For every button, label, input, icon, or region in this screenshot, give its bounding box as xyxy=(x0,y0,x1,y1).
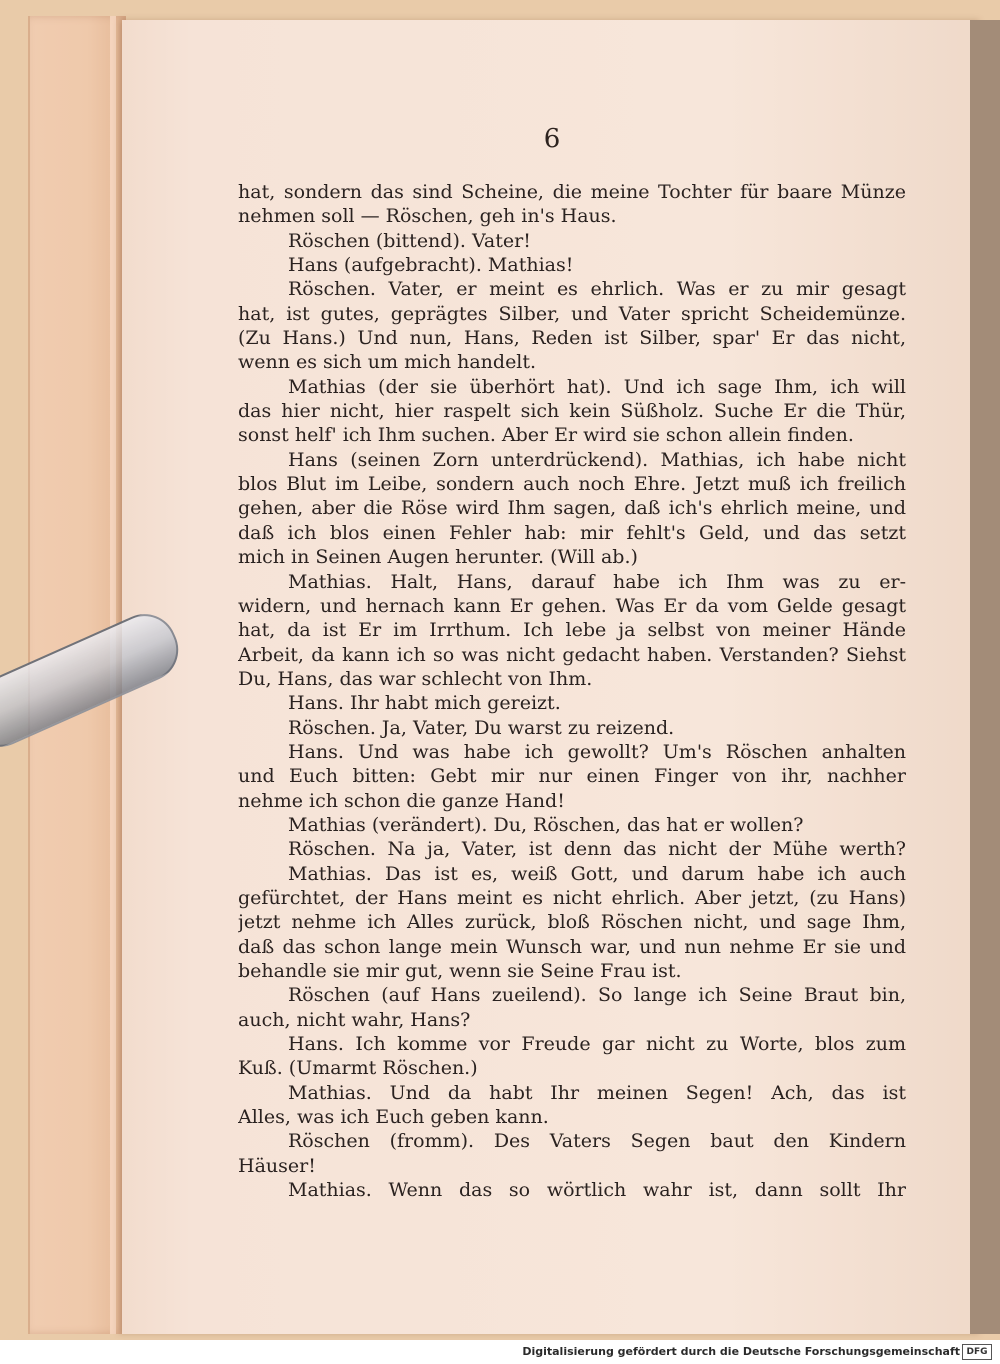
text-line: Hans (seinen Zorn unterdrückend). Mathias, ich habe nicht xyxy=(288,448,906,471)
text-line: Mathias. Und da habt Ihr meinen Segen! Ach, das ist xyxy=(288,1081,906,1104)
text-line: Hans. Ich komme vor Freude gar nicht zu Worte, blos zum xyxy=(288,1033,906,1056)
text-line: Röschen (bittend). Vater! xyxy=(288,229,531,252)
text-line: Häuser! xyxy=(238,1154,316,1177)
text-line: Röschen. Na ja, Vater, ist denn das nicht der Mühe werth? xyxy=(288,838,906,861)
page-number: 6 xyxy=(543,124,561,154)
text-line: Hans. Ihr habt mich gereizt. xyxy=(288,692,561,715)
text-line: auch, nicht wahr, Hans? xyxy=(238,1008,471,1031)
text-line: nehme ich schon die ganze Hand! xyxy=(238,789,565,812)
text-line: jetzt nehme ich Alles zurück, bloß Röschen nicht, und sage Ihm, xyxy=(238,911,906,934)
text-line: Mathias. Halt, Hans, darauf habe ich Ihm was zu er- xyxy=(288,570,906,593)
text-line: widern, und hernach kann Er gehen. Was Er da vom Gelde gesagt xyxy=(238,594,906,617)
text-line: Arbeit, da kann ich so was nicht gedacht haben. Verstanden? Siehst xyxy=(238,643,906,666)
text-line: sonst helf' ich Ihm suchen. Aber Er wird sie schon allein finden. xyxy=(238,424,854,447)
right-background xyxy=(970,20,1000,1334)
footer-bar xyxy=(0,1340,1000,1364)
text-line: daß ich blos einen Fehler hab: mir fehlt's Geld, und das setzt xyxy=(238,521,906,544)
text-line: hat, ist gutes, geprägtes Silber, und Vater spricht Scheidemünze. xyxy=(238,302,906,325)
footer-credit: Digitalisierung gefördert durch die Deutsche Forschungsgemeinschaft xyxy=(522,1345,960,1358)
text-line: daß das schon lange mein Wunsch war, und nun nehme Er sie und xyxy=(238,935,906,958)
text-line: hat, da ist Er im Irrthum. Ich lebe ja selbst von meiner Hände xyxy=(238,619,906,642)
body-text xyxy=(238,180,906,1202)
text-line: Hans. Und was habe ich gewollt? Um's Röschen anhalten xyxy=(288,740,906,763)
text-line: behandle sie mir gut, wenn sie Seine Frau ist. xyxy=(238,960,682,982)
dfg-logo: DFG xyxy=(962,1344,992,1360)
text-line: mich in Seinen Augen herunter. (Will ab.) xyxy=(238,546,638,569)
text-line: Röschen (auf Hans zueilend). So lange ich Seine Braut bin, xyxy=(288,984,906,1007)
text-line: Hans (aufgebracht). Mathias! xyxy=(288,254,574,277)
text-line: Du, Hans, das war schlecht von Ihm. xyxy=(238,667,593,690)
text-line: Röschen (fromm). Des Vaters Segen baut den Kindern xyxy=(288,1130,906,1153)
text-line: das hier nicht, hier raspelt sich kein Süßholz. Suche Er die Thür, xyxy=(238,400,906,423)
text-line: Mathias. Wenn das so wörtlich wahr ist, dann sollt Ihr xyxy=(288,1179,906,1202)
text-line: (Zu Hans.) Und nun, Hans, Reden ist Silber, spar' Er das nicht, xyxy=(238,327,906,350)
text-line: gefürchtet, der Hans meint es nicht ehrlich. Aber jetzt, (zu Hans) xyxy=(238,886,906,909)
text-line: Mathias (der sie überhört hat). Und ich sage Ihm, ich will xyxy=(288,375,906,398)
book-page xyxy=(122,20,982,1334)
text-line: nehmen soll — Röschen, geh in's Haus. xyxy=(238,205,617,228)
text-line: und Euch bitten: Gebt mir nur einen Finger von ihr, nachher xyxy=(238,765,906,788)
text-line: Mathias. Das ist es, weiß Gott, und darum habe ich auch xyxy=(288,862,906,885)
text-line: Kuß. (Umarmt Röschen.) xyxy=(238,1057,478,1080)
text-line: blos Blut im Leibe, sondern auch noch Ehre. Jetzt muß ich freilich xyxy=(238,473,906,496)
text-line: Röschen. Ja, Vater, Du warst zu reizend. xyxy=(288,716,675,739)
text-line: hat, sondern das sind Scheine, die meine Tochter für baare Münze xyxy=(238,181,906,203)
text-line: gehen, aber die Röse wird Ihm sagen, daß ich's ehrlich meine, und xyxy=(238,497,906,520)
text-line: Mathias (verändert). Du, Röschen, das hat er wollen? xyxy=(288,813,804,836)
text-line: Röschen. Vater, er meint es ehrlich. Was er zu mir gesagt xyxy=(288,278,906,301)
text-line: Alles, was ich Euch geben kann. xyxy=(238,1106,549,1129)
text-line: wenn es sich um mich handelt. xyxy=(238,351,537,374)
